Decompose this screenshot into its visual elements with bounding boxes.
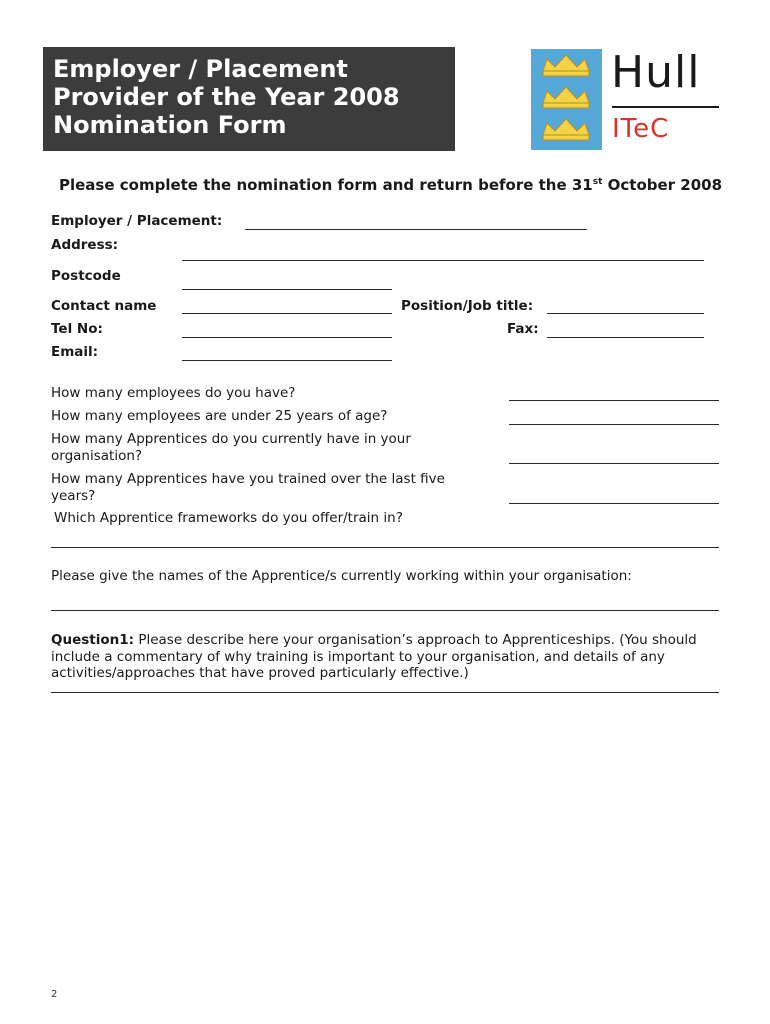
employer-field[interactable] [245, 229, 587, 230]
postcode-field[interactable] [182, 289, 392, 290]
form-title-box [43, 47, 455, 151]
question-apprentices-now: How many Apprentices do you currently have in your organisation? [51, 431, 411, 464]
question-1-label: Question1: [51, 632, 135, 648]
apprentices-trained-answer-field[interactable] [509, 503, 719, 504]
address-field[interactable] [182, 260, 704, 261]
contact-name-field[interactable] [182, 313, 392, 314]
fax-label: Fax: [507, 321, 539, 337]
question-1-text: Please describe here your organisation’s approach to Apprenticeships. (You should include a commentary of why training is important to your organisation, and details of any activities/approaches that have proved particularly effective.) [51, 632, 697, 681]
apprentice-names-answer-field[interactable] [51, 610, 719, 611]
fax-field[interactable] [547, 337, 704, 338]
address-label: Address: [51, 237, 119, 253]
question-apprentice-names: Please give the names of the Apprentice/s currently working within your organisation: [51, 568, 632, 584]
question-employees: How many employees do you have? [51, 385, 296, 401]
email-field[interactable] [182, 360, 392, 361]
postcode-label: Postcode [51, 268, 121, 284]
instruction-text: Please complete the nomination form and return before the 31st October 2008 [59, 176, 723, 194]
logo-hull-text: Hull [611, 47, 701, 98]
email-label: Email: [51, 344, 99, 360]
position-field[interactable] [547, 313, 704, 314]
question-1-answer-field[interactable] [51, 692, 719, 693]
crowns-shield-icon [531, 49, 602, 150]
form-title-line-3: Nomination Form [53, 111, 287, 139]
question-1 [51, 632, 719, 682]
apprentices-now-answer-field[interactable] [509, 463, 719, 464]
tel-label: Tel No: [51, 321, 103, 337]
question-under-25: How many employees are under 25 years of age? [51, 408, 388, 424]
employer-label: Employer / Placement: [51, 213, 223, 229]
logo-itec-text: ITeC [612, 114, 670, 144]
form-title-line-2: Provider of the Year 2008 [53, 83, 400, 111]
page-number: 2 [51, 989, 58, 1000]
frameworks-answer-field[interactable] [51, 547, 719, 548]
form-title-line-1: Employer / Placement [53, 55, 348, 83]
employees-answer-field[interactable] [509, 400, 719, 401]
tel-field[interactable] [182, 337, 392, 338]
contact-name-label: Contact name [51, 298, 157, 314]
question-frameworks: Which Apprentice frameworks do you offer/train in? [54, 510, 403, 526]
position-label: Position/Job title: [401, 298, 534, 314]
under-25-answer-field[interactable] [509, 424, 719, 425]
question-apprentices-trained: How many Apprentices have you trained over the last five years? [51, 471, 445, 504]
logo-divider [612, 106, 719, 108]
